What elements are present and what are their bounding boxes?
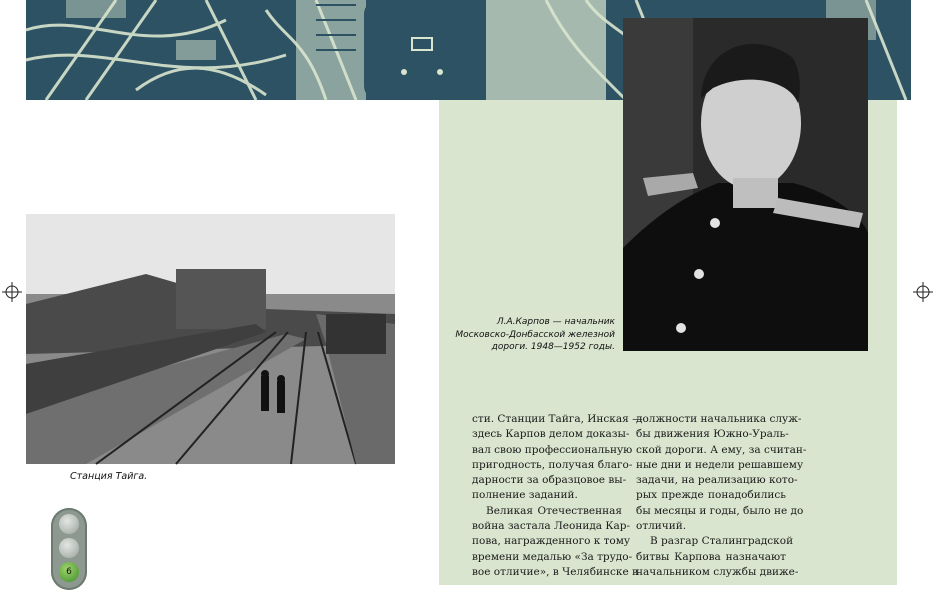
text-line: сти. Станции Тайга, Инская — [472,413,643,425]
text-line: бы месяцы и годы, было не до [636,504,804,517]
text-line: времени медалью «За трудо- [472,550,633,563]
text-line: здесь Карпов делом доказы- [472,428,630,441]
text-column-right [636,412,807,580]
text-line: задачи, на реализацию кото- [636,474,798,487]
text-line: бы движения Южно-Ураль- [636,428,789,441]
text-line: пова, награжденного к тому [472,535,631,548]
caption-line: дороги. 1948—1952 годы. [491,342,615,352]
text-line: отличий. [636,520,687,533]
right-photo-caption [455,316,615,354]
text-line: полнение заданий. [472,489,578,502]
portrait-photo [623,18,868,351]
text-line: В разгар Сталинградской [650,535,794,548]
crosshair-registration-icon [2,282,22,302]
text-line: ской дороги. А ему, за считан- [636,443,807,456]
taiga-station-photo [26,214,395,464]
signal-lamp-icon [59,514,79,534]
text-line: дарности за образцовое вы- [472,474,627,487]
text-line: вое отличие», в Челябинске в [472,565,638,578]
text-line: пригодность, получая благо- [472,458,633,471]
left-photo-caption: Станция Тайга. [70,471,148,482]
text-line: вал свою профессиональную [472,443,633,456]
traffic-signal-icon [51,508,87,590]
text-line: битвы Карпова назначают [636,550,786,563]
text-line: должности начальника служ- [636,413,802,425]
text-line: ные дни и недели решавшему [636,458,804,471]
caption-line: Московско-Донбасской железной [455,329,615,340]
page-number: 6 [59,562,79,582]
crosshair-registration-icon [913,282,933,302]
text-line: война застала Леонида Кар- [472,520,631,533]
signal-lamp-icon [59,538,79,558]
text-line: Великая Отечественная [486,504,622,517]
text-line: рых прежде понадобились [636,489,786,502]
text-line: начальником службы движе- [636,565,799,578]
text-column-left [472,412,643,580]
caption-line: Л.А.Карпов — начальник [496,317,615,327]
